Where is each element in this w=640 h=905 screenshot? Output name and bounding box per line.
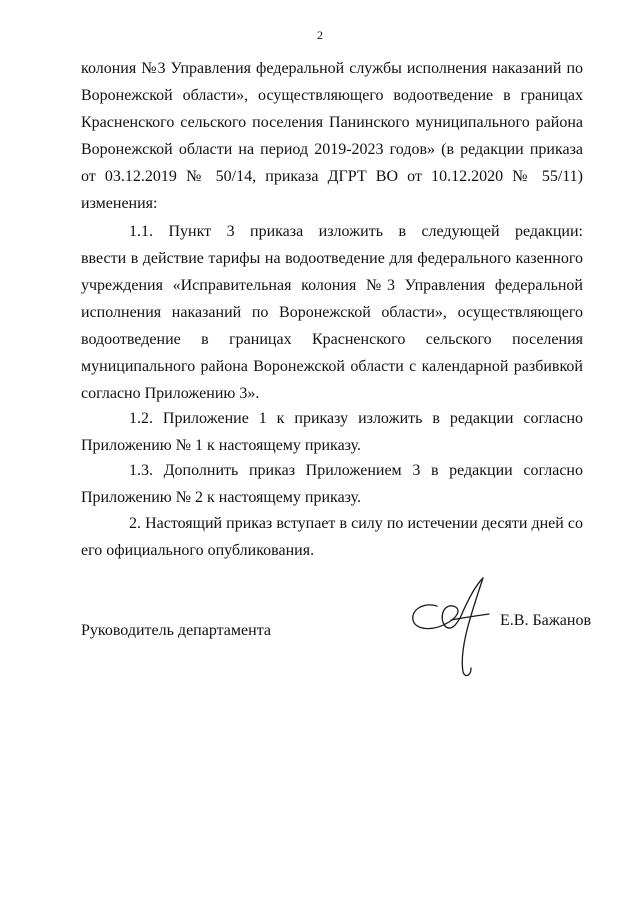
body-line: согласно Приложению 3». xyxy=(81,385,260,402)
body-line: исполнения наказаний по Воронежской области», осуществляющего xyxy=(81,304,583,321)
body-line: водоотведение в границах Красненского сельского поселения xyxy=(81,331,583,348)
body-line: Красненского сельского поселения Панинского муниципального района xyxy=(81,114,583,131)
body-line: Приложению № 1 к настоящему приказу. xyxy=(81,437,362,454)
body-line: 2. Настоящий приказ вступает в силу по истечении десяти дней со xyxy=(129,515,583,532)
body-line: изменения: xyxy=(81,195,158,212)
body-line: колония №3 Управления федеральной службы исполнения наказаний по xyxy=(81,60,583,77)
body-line: 1.1. Пункт 3 приказа изложить в следующей редакции: xyxy=(129,223,583,240)
body-line: Воронежской области», осуществляющего водоотведение в границах xyxy=(81,87,583,104)
body-line: от 03.12.2019 № 50/14, приказа ДГРТ ВО от 10.12.2020 № 55/11) xyxy=(81,168,583,185)
page-number: 2 xyxy=(317,28,323,42)
body-line: Воронежской области на период 2019-2023 годов» (в редакции приказа xyxy=(81,141,583,158)
body-line: муниципального района Воронежской области с календарной разбивкой xyxy=(81,358,583,375)
signer-name: Е.В. Бажанов xyxy=(500,612,592,629)
signer-position: Руководитель департамента xyxy=(81,622,271,639)
body-line: 1.3. Дополнить приказ Приложением 3 в редакции согласно xyxy=(129,462,583,479)
body-line: учреждения «Исправительная колония №3 Управления федеральной xyxy=(81,277,583,294)
body-line: его официального опубликования. xyxy=(81,542,315,559)
handwritten-signature xyxy=(405,572,495,682)
body-line: ввести в действие тарифы на водоотведение для федерального казенного xyxy=(81,250,583,267)
body-line: Приложению № 2 к настоящему приказу. xyxy=(81,489,362,506)
body-line: 1.2. Приложение 1 к приказу изложить в редакции согласно xyxy=(129,410,583,427)
